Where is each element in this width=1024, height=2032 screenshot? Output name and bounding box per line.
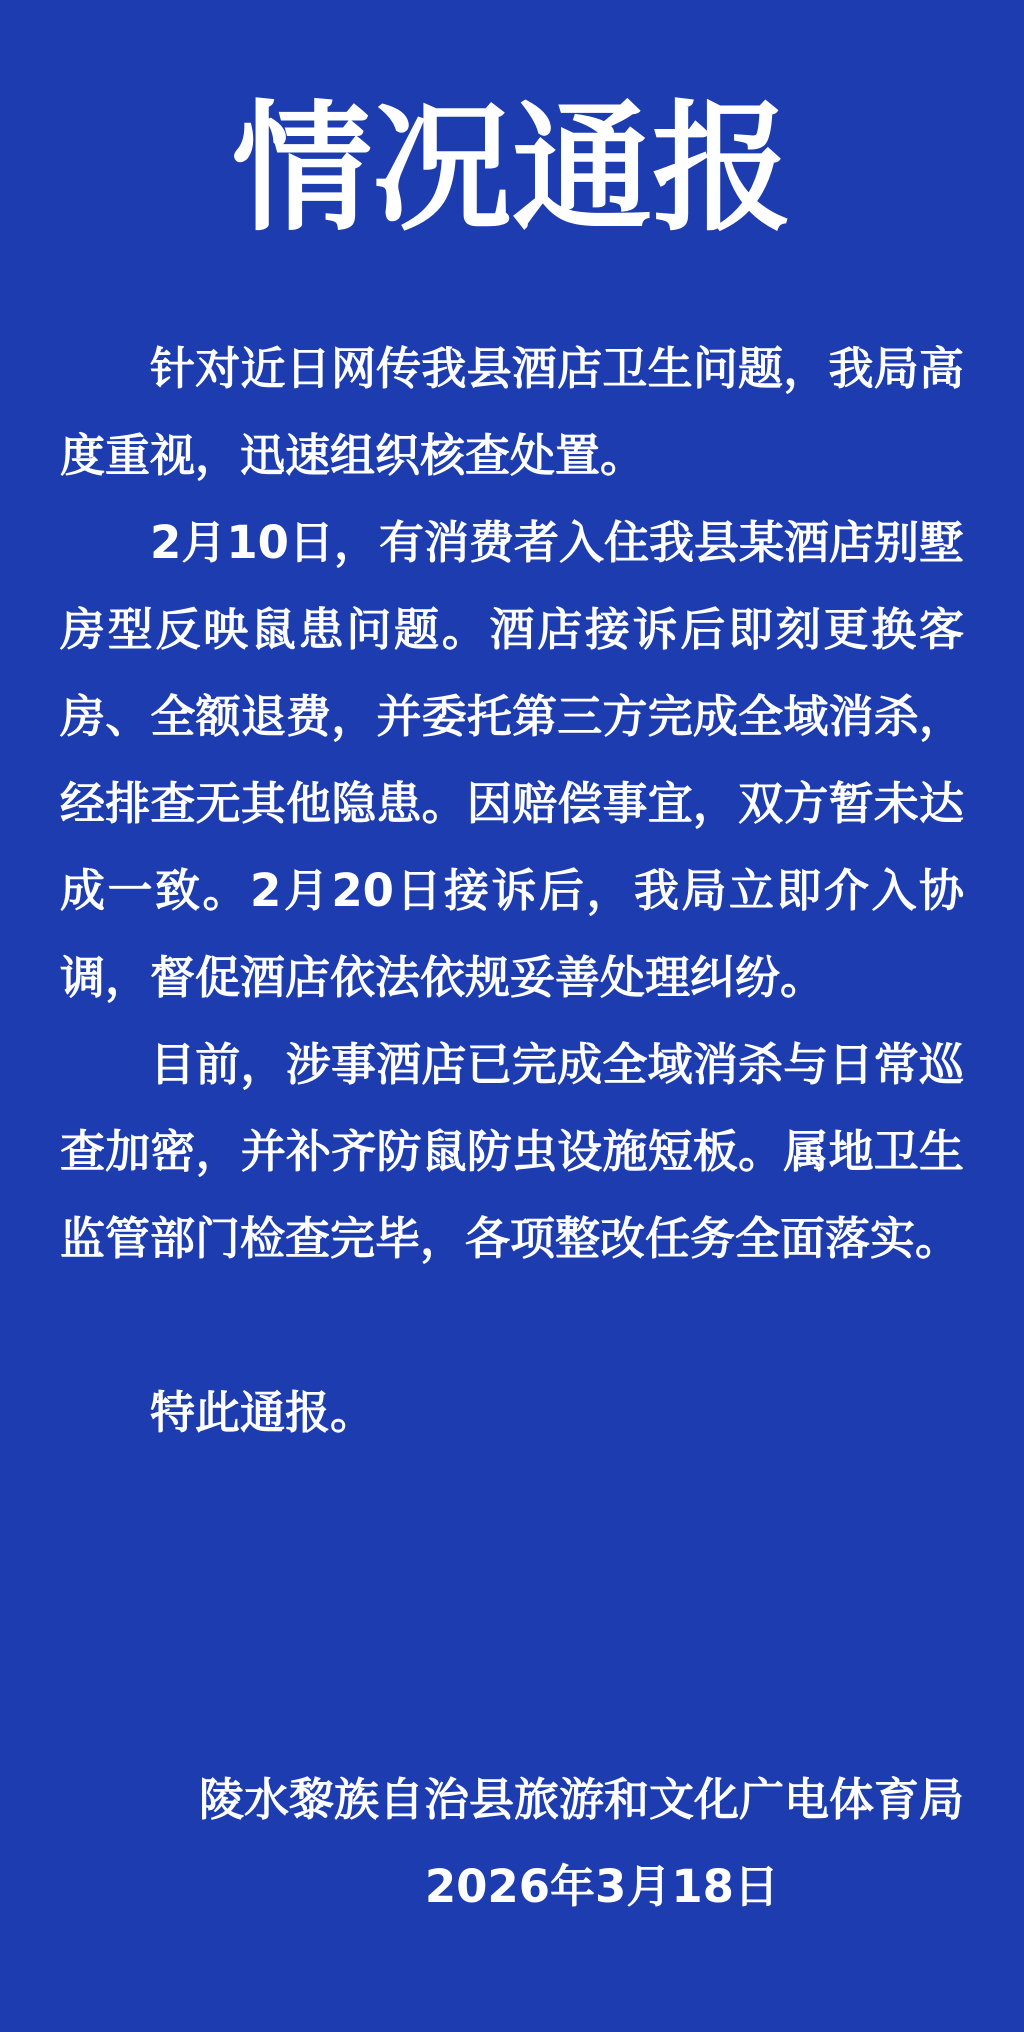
notice-paragraph-1: 针对近日网传我县酒店卫生问题，我局高度重视，迅速组织核查处置。 — [60, 342, 964, 482]
issue-date: 2026年3月18日 — [424, 1860, 779, 1913]
notice-paragraph-2: 2月10日，有消费者入住我县某酒店别墅房型反映鼠患问题。酒店接诉后即刻更换客房、全额退费，并委托第三方完成全域消杀，经排查无其他隐患。因赔偿事宜，双方暂未达成一致。2月20日接诉后，我局立即介入协调，督促酒店依法依规妥善处理纠纷。 — [60, 516, 964, 1004]
signature-block — [60, 1756, 964, 1930]
issuer-signature: 陵水黎族自治县旅游和文化广电体育局 — [198, 1773, 964, 1826]
notice-title: 情况通报 — [231, 88, 792, 251]
notice-paragraph-3: 目前，涉事酒店已完成全域消杀与日常巡查加密，并补齐防鼠防虫设施短板。属地卫生监管部门检查完毕，各项整改任务全面落实。 — [60, 1038, 964, 1265]
notice-closing: 特此通报。 — [150, 1386, 376, 1439]
notice-body — [0, 325, 1024, 1930]
